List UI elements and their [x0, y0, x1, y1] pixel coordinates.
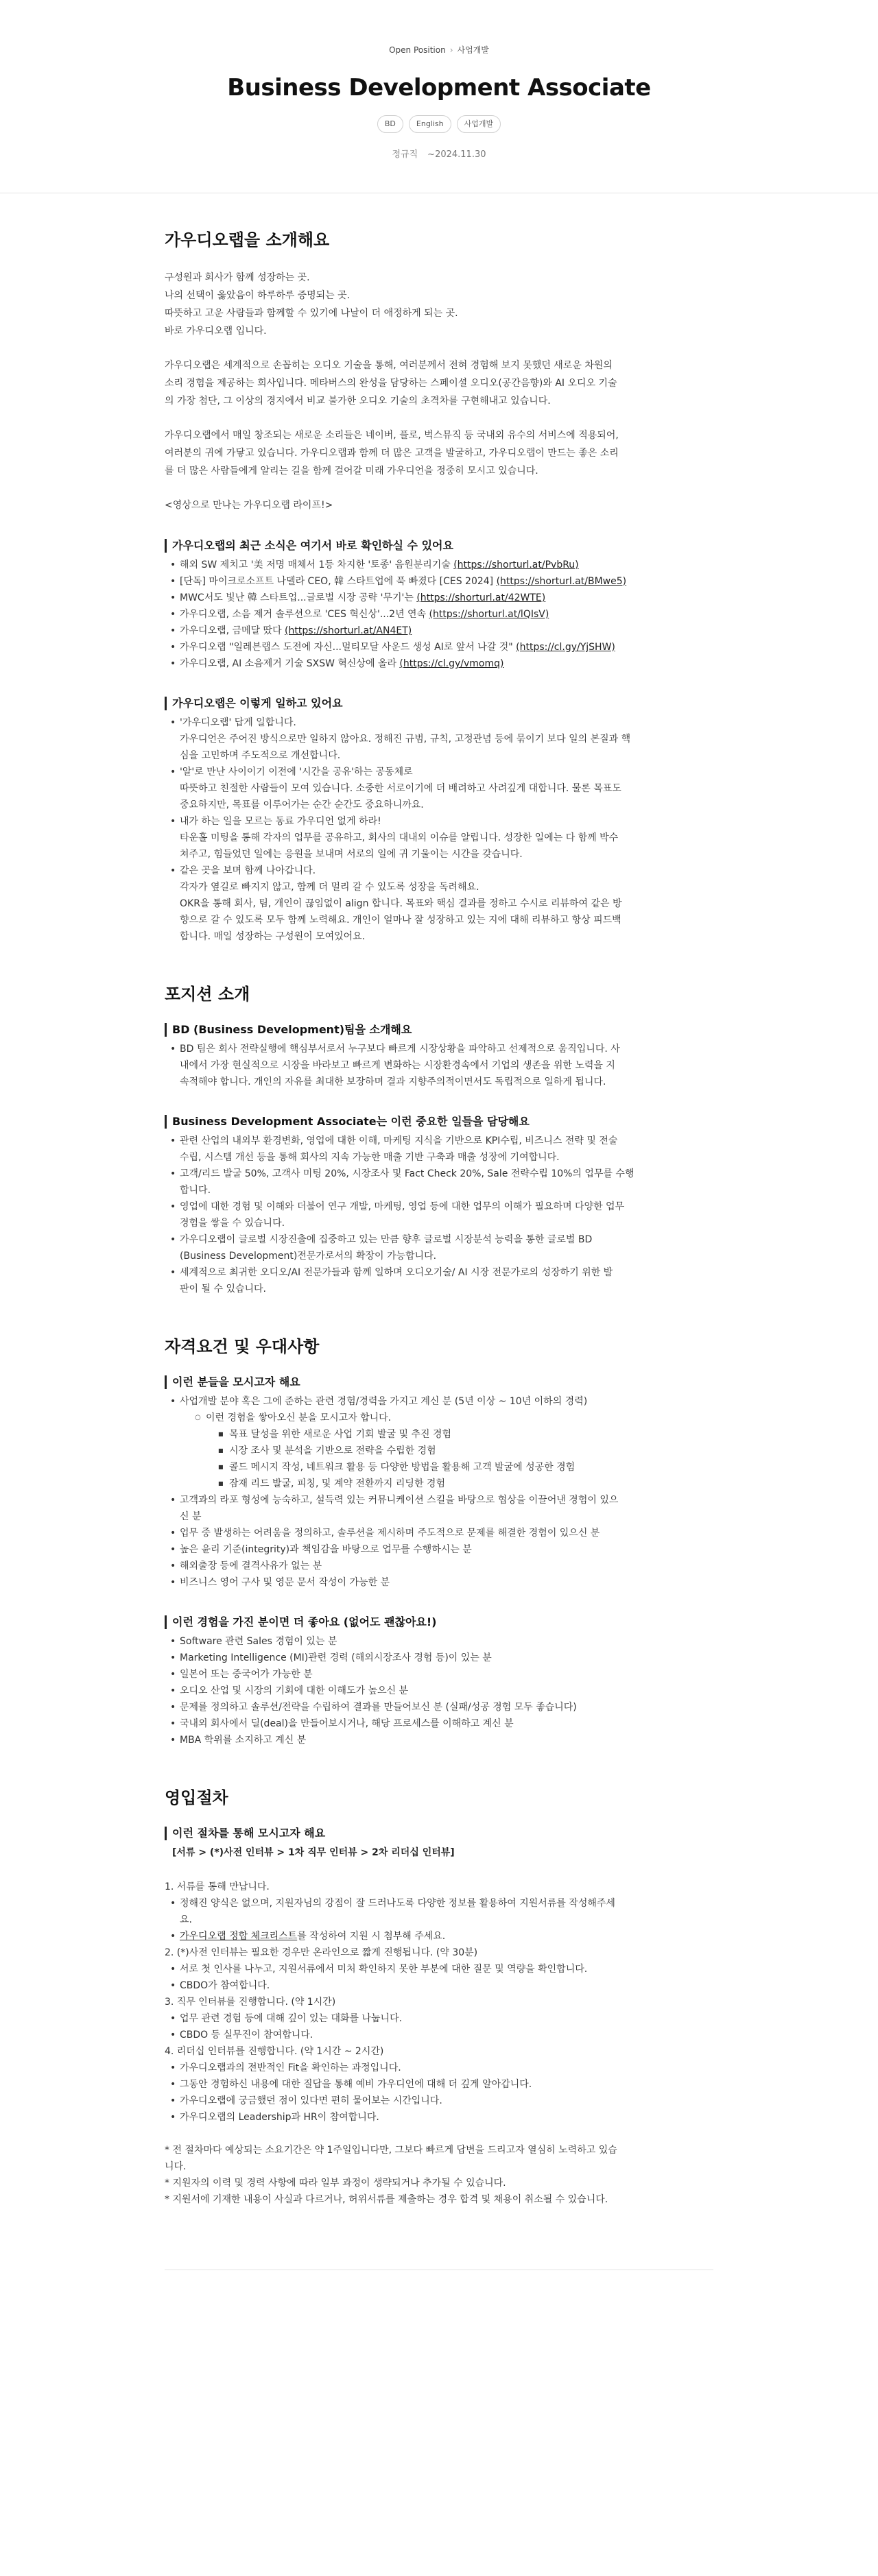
- list-item: [165, 1928, 713, 1945]
- list-item-text: MBA 학위를 소지하고 계신 분: [180, 1735, 307, 1746]
- list-item-text: 가우디언은 주어진 방식으로만 일하지 않아요. 정해진 규범, 규칙, 고정관념 등에 묶이기 보다 일의 본질과 핵: [180, 734, 631, 745]
- list-item-title: • 내가 하는 일을 모르는 동료 가우디언 없게 하라!: [180, 816, 381, 827]
- list-item-text: • 관련 산업의 내외부 환경변화, 영업에 대한 이해, 마케팅 지식을 기반으로 KPI수립, 비즈니스 전략 및 전술: [180, 1135, 618, 1146]
- list-item: [165, 1633, 713, 1650]
- text-line: 따뜻하고 고운 사람들과 함께할 수 있기에 나날이 더 애정하게 되는 곳.: [165, 308, 458, 319]
- list-item-text: (Business Development)전문가로서의 확장이 가능합니다.: [180, 1251, 437, 1262]
- news-link[interactable]: (https://shorturl.at/42WTE): [416, 592, 546, 603]
- section-title-intro: 가우디오랩을 소개해요: [165, 230, 330, 250]
- text-line: 구성원과 회사가 함께 성장하는 곳.: [165, 272, 310, 283]
- process-notes: [165, 2142, 713, 2208]
- video-label: <영상으로 만나는 가우디오랩 라이프!>: [165, 500, 333, 511]
- list-item: [165, 1041, 713, 1090]
- step-items: [165, 1895, 713, 1945]
- text-line: 소리 경험을 제공하는 회사입니다. 메타버스의 완성을 담당하는 스페이셜 오디오(공간음향)와 AI 오디오 기술: [165, 378, 617, 389]
- list-item-text: 합니다.: [180, 1185, 211, 1196]
- footer-divider: [165, 2270, 713, 2366]
- breadcrumb: [0, 44, 878, 56]
- note-line: 니다.: [165, 2161, 187, 2172]
- list-item: [165, 1166, 713, 1199]
- news-text: 해외 SW 제치고 '美 저명 매체서 1등 차지한 '토종' 음원분리기술: [180, 559, 454, 570]
- list-item-text: Software 관련 Sales 경험이 있는 분: [180, 1636, 337, 1647]
- text-line: 가우디오랩에서 매일 창조되는 새로운 소리들은 네이버, 플로, 벅스뮤직 등 국내외 유수의 서비스에 적용되어,: [165, 430, 619, 441]
- news-item: [165, 557, 713, 573]
- list-item: [165, 1699, 713, 1716]
- list-item-text: 속적해야 합니다. 개인의 자유를 최대한 보장하며 결과 지향주의적이면서도 독립적으로 일하게 됩니다.: [180, 1076, 606, 1087]
- list-item: [165, 1199, 713, 1231]
- news-link[interactable]: (https://shorturl.at/lQIsV): [429, 609, 549, 620]
- list-item-text: • 업무 중 발생하는 어려움을 정의하고, 솔루션을 제시하며 주도적으로 문제를 해결한 경험이 있으신 분: [180, 1528, 600, 1539]
- list-item: [165, 2093, 713, 2109]
- team-heading: BD (Business Development)팀을 소개해요: [165, 1023, 713, 1037]
- list-item: [165, 1525, 713, 1541]
- news-text: 가우디오랩, 소음 제거 솔루션으로 'CES 혁신상'...2년 연속: [180, 609, 429, 620]
- process-step: [165, 1994, 713, 2043]
- checklist-link[interactable]: 가우디오랩 정합 체크리스트: [180, 1931, 298, 1942]
- process-step: [165, 1945, 713, 1994]
- list-item: [165, 1977, 713, 1994]
- list-item-text: • 업무 관련 경험 등에 대해 깊이 있는 대화를 나눕니다.: [180, 2013, 403, 2024]
- duty-list: [165, 1133, 713, 1297]
- list-item: [165, 1133, 713, 1166]
- list-item: [165, 1683, 713, 1699]
- list-item-text: 판이 될 수 있습니다.: [180, 1284, 266, 1295]
- step-title: 1. 서류를 통해 만납니다.: [165, 1881, 270, 1892]
- preferred-list: [165, 1633, 713, 1748]
- list-item: [165, 1264, 713, 1297]
- list-item: ■ 잠재 리드 발굴, 피칭, 및 계약 전환까지 리딩한 경험: [218, 1476, 713, 1492]
- job-header: [0, 0, 878, 193]
- section-title-process: 영입절차: [165, 1788, 228, 1807]
- tag-list: [0, 115, 878, 133]
- list-item-text: 향으로 갈 수 있도록 모두 함께 노력해요. 개인이 얼마나 잘 성장하고 있는 지에 대해 리뷰하고 항상 피드백: [180, 915, 621, 926]
- list-item-title: • '가우디오랩' 답게 일합니다.: [180, 717, 296, 728]
- text-line: 여러분의 귀에 가닿고 있습니다. 가우디오랩과 함께 더 많은 고객을 발굴하고, 가우디오랩이 만드는 좋은 소리: [165, 448, 619, 459]
- news-item: [165, 655, 713, 672]
- list-item-text: 신 분: [180, 1511, 202, 1522]
- list-item: ■ 콜드 메시지 작성, 네트워크 활용 등 다양한 방법을 활용해 고객 발굴에 성공한 경험: [218, 1459, 713, 1476]
- duty-heading: Business Development Associate는 이런 중요한 일들을 담당해요: [165, 1115, 713, 1129]
- step-items: [165, 2010, 713, 2043]
- list-item: [165, 2076, 713, 2093]
- process-step: [165, 1879, 713, 1945]
- list-item-text: • BD 팀은 회사 전략실행에 핵심부서로서 누구보다 빠르게 시장상황을 파악하고 선제적으로 움직입니다. 사: [180, 1044, 620, 1055]
- job-description: [165, 193, 713, 2366]
- list-item: [165, 1716, 713, 1732]
- list-item: [165, 1650, 713, 1666]
- list-item-text: 수립, 시스템 개선 등을 통해 회사의 지속 가능한 매출 기반 구축과 매출 성장에 기여합니다.: [180, 1152, 560, 1163]
- text-line: 를 더 많은 사람들에게 알리는 길을 함께 걸어갈 미래 가우디언을 정중히 모시고 있습니다.: [165, 466, 538, 477]
- list-item-text: • 그동안 경험하신 내용에 대한 질답을 통해 예비 가우디언에 대해 더 깊게 알아갑니다.: [180, 2079, 532, 2090]
- work-heading: 가우디오랩은 이렇게 일하고 있어요: [165, 697, 713, 710]
- requirements-heading: 이런 분들을 모시고자 해요: [165, 1375, 713, 1389]
- step-title: 4. 리더십 인터뷰를 진행합니다. (약 1시간 ~ 2시간): [165, 2046, 384, 2057]
- list-item-text: 중요하지만, 목표를 이루어가는 순간 순간도 중요하니까요.: [180, 799, 424, 810]
- text-line: 나의 선택이 옳았음이 하루하루 증명되는 곳.: [165, 290, 351, 301]
- news-list: [165, 557, 713, 672]
- list-item: [165, 2060, 713, 2076]
- job-meta: [0, 147, 878, 163]
- list-item-text: 를 작성하여 지원 시 첨부해 주세요.: [297, 1931, 446, 1942]
- list-item-text: • 세계적으로 최귀한 오디오/AI 전문가들과 함께 일하며 오디오기술/ AI 시장 전문가로의 성장하기 위한 발: [180, 1267, 613, 1278]
- step-items: [165, 2060, 713, 2126]
- list-item-text: 요.: [180, 1914, 192, 1925]
- text-line: 바로 가우디오랩 입니다.: [165, 326, 267, 337]
- list-item: [165, 764, 713, 813]
- news-link[interactable]: (https://cl.gy/YjSHW): [516, 642, 615, 653]
- work-list: [165, 714, 713, 945]
- list-item-text: • 정해진 양식은 없으며, 지원자님의 강점이 잘 드러나도록 다양한 정보를 활용하여 지원서류를 작성해주세: [180, 1898, 615, 1909]
- breadcrumb-current: 사업개발: [457, 45, 489, 55]
- text-line: 의 가장 첨단, 그 이상의 경지에서 비교 불가한 오디오 기술의 초격차를 구현해내고 있습니다.: [165, 396, 551, 407]
- news-text: 가우디오랩, 금메달 땄다: [180, 625, 285, 636]
- list-item-text: 문제를 정의하고 솔루션/전략을 수립하여 결과를 만들어보신 분 (실패/성공 경험 모두 좋습니다): [180, 1702, 577, 1713]
- employment-type: 정규직: [392, 149, 418, 160]
- chevron-right-icon: ›: [449, 45, 453, 55]
- breadcrumb-root[interactable]: Open Position: [389, 45, 446, 55]
- list-item-text: 따뜻하고 친절한 사람들이 모여 있습니다. 소중한 서로이기에 더 배려하고 사려깊게 대합니다. 물론 목표도: [180, 783, 621, 794]
- list-item-text: • 가우디오랩과의 전반적인 Fit을 확인하는 과정입니다.: [180, 2062, 401, 2073]
- list-item-text: 일본어 또는 중국어가 가능한 분: [180, 1669, 313, 1680]
- deadline: ~2024.11.30: [427, 149, 486, 160]
- list-item-text: • CBDO가 참여합니다.: [180, 1980, 270, 1991]
- step-title: 2. (*)사전 인터뷰는 필요한 경우만 온라인으로 짧게 진행됩니다. (약 30분): [165, 1947, 478, 1958]
- requirements-list: [165, 1393, 713, 1591]
- news-text: 가우디오랩, AI 소음제거 기술 SXSW 혁신상에 올라: [180, 658, 400, 669]
- list-item: [165, 2109, 713, 2126]
- list-item-text: 타운홀 미팅을 통해 각자의 업무를 공유하고, 회사의 대내외 이슈를 알립니다. 성장한 일에는 다 함께 박수: [180, 832, 619, 843]
- list-item-text: • 고객/리드 발굴 50%, 고객사 미팅 20%, 시장조사 및 Fact Check 20%, Sale 전략수립 10%의 업무를 수행: [180, 1168, 634, 1179]
- process-heading: 이런 절차를 통해 모시고자 해요: [165, 1827, 713, 1840]
- news-item: [165, 573, 713, 590]
- list-item-text: 내에서 가장 현실적으로 시장을 바라보고 빠르게 변화하는 시장환경속에서 기업의 생존을 위한 노력을 지: [180, 1060, 615, 1071]
- list-item-text: 심을 고민하며 주도적으로 개선합니다.: [180, 750, 341, 761]
- process-steps: [165, 1879, 713, 2126]
- tag-badge: BD: [377, 115, 403, 133]
- process-step: [165, 2043, 713, 2126]
- list-item-text: OKR을 통해 회사, 팀, 개인이 끊임없이 align 합니다. 목표와 핵심 결과를 정하고 수시로 리뷰하여 같은 방: [180, 898, 622, 909]
- news-link[interactable]: (https://shorturl.at/PvbRu): [453, 559, 579, 570]
- list-item: [165, 1574, 713, 1591]
- list-item: [165, 1558, 713, 1574]
- list-item: [165, 1231, 713, 1264]
- news-item: [165, 639, 713, 655]
- list-item-text: • 서로 첫 인사를 나누고, 지원서류에서 미처 확인하지 못한 부분에 대한 질문 및 역량을 확인합니다.: [180, 1964, 588, 1975]
- news-link[interactable]: (https://shorturl.at/BMwe5): [496, 576, 627, 587]
- list-item: [165, 1732, 713, 1748]
- preferred-heading: 이런 경험을 가진 분이면 더 좋아요 (없어도 괜찮아요!): [165, 1615, 713, 1629]
- list-item: ■ 목표 달성을 위한 새로운 사업 기회 발굴 및 추진 경험: [218, 1426, 713, 1443]
- list-item-text: 오디오 산업 및 시장의 기회에 대한 이해도가 높으신 분: [180, 1685, 409, 1696]
- list-item: [165, 1541, 713, 1558]
- news-item: [165, 623, 713, 639]
- list-item: [165, 1492, 713, 1525]
- note: [165, 2191, 713, 2208]
- list-item-text: • 가우디오랩이 글로벌 시장진출에 집중하고 있는 만큼 향후 글로벌 시장분석 능력을 통한 글로벌 BD: [180, 1234, 593, 1245]
- page-title: Business Development Associate: [227, 74, 651, 101]
- step-title: 3. 직무 인터뷰를 진행합니다. (약 1시간): [165, 1997, 336, 2008]
- tag-badge: 사업개발: [457, 115, 501, 133]
- section-title-position: 포지션 소개: [165, 985, 250, 1004]
- news-link[interactable]: (https://shorturl.at/AN4ET): [285, 625, 412, 636]
- list-item-text: • 비즈니스 영어 구사 및 영문 문서 작성이 가능한 분: [180, 1577, 390, 1588]
- step-items: [165, 1961, 713, 1994]
- team-list: [165, 1041, 713, 1090]
- list-item: [165, 2010, 713, 2027]
- news-item: [165, 606, 713, 623]
- list-item: [165, 1666, 713, 1683]
- list-item-text: • 고객과의 라포 형성에 능숙하고, 설득력 있는 커뮤니케이션 스킬을 바탕으로 협상을 이끌어낸 경험이 있으: [180, 1495, 619, 1506]
- list-item: [165, 863, 713, 945]
- list-item-text: • 높은 윤리 기준(integrity)과 책임감을 바탕으로 업무를 수행하시는 분: [180, 1544, 472, 1555]
- list-item: [165, 714, 713, 764]
- text-line: 가우디오랩은 세계적으로 손꼽히는 오디오 기술을 통해, 여러분께서 전혀 경험해 보지 못했던 새로운 차원의: [165, 360, 613, 371]
- news-item: [165, 590, 713, 606]
- tag-badge: English: [409, 115, 451, 133]
- list-item-text: Marketing Intelligence (MI)관련 경력 (해외시장조사 경험 등)이 있는 분: [180, 1652, 492, 1663]
- list-item: ○ 이런 경험을 쌓아오신 분을 모시고자 합니다. ■ 목표 달성을 위한 새로운 사업 기회 발굴 및 추진 경험 ■ 시장 조사 및 분석을 기반으로 전략을 수립한 경험 ■ 콜드 메시지 작성, 네트워크 활용 등 다양한 방법을 활용해 고객 발굴에 성공한 경험 ■ 잠재 리드 발굴, 피칭, 및 계약 전환까지 리딩한 경험: [195, 1410, 713, 1492]
- note-line: * 전 절차마다 예상되는 소요기간은 약 1주일입니다만, 그보다 빠르게 답변을 드리고자 열심히 노력하고 있습: [165, 2145, 617, 2156]
- list-item: • 사업개발 분야 혹은 그에 준하는 관련 경험/경력을 가지고 계신 분 (5년 이상 ~ 10년 이하의 경력) ○ 이런 경험을 쌓아오신 분을 모시고자 합니다. ■ 목표 달성을 위한 새로운 사업 기회 발굴 및 추진 경험 ■ 시장 조사 및 분석을 기반으로 전략을 수립한 경험 ■ 콜드 메시지 작성, 네트워크 활용 등 다양한 방법을 활용해 고객 발굴에 성공한 경험 ■ 잠재 리드 발굴, 피칭, 및 계약 전환까지 리딩한 경험: [165, 1393, 713, 1492]
- list-item-text: 각자가 옆길로 빠지지 않고, 함께 더 멀리 갈 수 있도록 성장을 독려해요.: [180, 882, 479, 893]
- news-text: 가우디오랩 "일레븐랩스 도전에 자신...멀티모달 사운드 생성 AI로 앞서 나갈 것": [180, 642, 517, 653]
- intro-paragraph-2: [165, 357, 713, 410]
- news-link[interactable]: (https://cl.gy/vmomq): [399, 658, 504, 669]
- list-item-text: 국내외 회사에서 딜(deal)을 만들어보시거나, 해당 프로세스를 이해하고 계신 분: [180, 1718, 514, 1729]
- note-line: * 지원서에 기재한 내용이 사실과 다르거나, 허위서류를 제출하는 경우 합격 및 채용이 취소될 수 있습니다.: [165, 2194, 608, 2205]
- list-item-title: • '알'로 만난 사이이기 이전에 '시간을 공유'하는 공동체로: [180, 767, 413, 778]
- section-title-qualifications: 자격요건 및 우대사항: [165, 1337, 320, 1356]
- list-item: [165, 1895, 713, 1928]
- intro-paragraph-1: [165, 269, 713, 340]
- list-item-text: • 가우디오랩의 Leadership과 HR이 참여합니다.: [180, 2112, 379, 2123]
- note-line: * 지원자의 이력 및 경력 사항에 따라 일부 과정이 생략되거나 추가될 수 있습니다.: [165, 2178, 506, 2189]
- list-item-text: 쳐주고, 힘들었던 일에는 응원을 보내며 서로의 일에 귀 기울이는 시간을 갖습니다.: [180, 849, 523, 860]
- note: [165, 2142, 713, 2175]
- news-text: MWC서도 빛난 韓 스타트업...글로벌 시장 공략 '무기'는: [180, 592, 417, 603]
- list-item-text: • 가우디오랩에 궁금했던 점이 있다면 편히 물어보는 시간입니다.: [180, 2095, 442, 2106]
- list-item: ■ 시장 조사 및 분석을 기반으로 전략을 수립한 경험: [218, 1443, 713, 1459]
- list-item-text: • 영업에 대한 경험 및 이해와 더불어 연구 개발, 마케팅, 영업 등에 대한 업무의 이해가 필요하며 다양한 업무: [180, 1201, 625, 1212]
- list-item: [165, 1961, 713, 1977]
- news-heading: 가우디오랩의 최근 소식은 여기서 바로 확인하실 수 있어요: [165, 539, 713, 553]
- intro-paragraph-3: [165, 426, 713, 480]
- process-path: [서류 > (*)사전 인터뷰 > 1차 직무 인터뷰 > 2차 리더십 인터뷰]: [172, 1847, 455, 1858]
- news-text: [단독] 마이크로소프트 나델라 CEO, 韓 스타트업에 푹 빠졌다 [CES 2024]: [180, 576, 497, 587]
- note: [165, 2175, 713, 2191]
- list-item-text: 경험을 쌓을 수 있습니다.: [180, 1218, 285, 1229]
- list-item: [165, 813, 713, 863]
- list-item-text: 합니다. 매일 성장하는 구성원이 모여있어요.: [180, 931, 366, 942]
- list-item-title: • 같은 곳을 보며 함께 나아갑니다.: [180, 865, 316, 876]
- list-item-text: • 해외출장 등에 결격사유가 없는 분: [180, 1561, 322, 1572]
- list-item-text: • CBDO 등 실무진이 참여합니다.: [180, 2030, 313, 2041]
- list-item: [165, 2027, 713, 2043]
